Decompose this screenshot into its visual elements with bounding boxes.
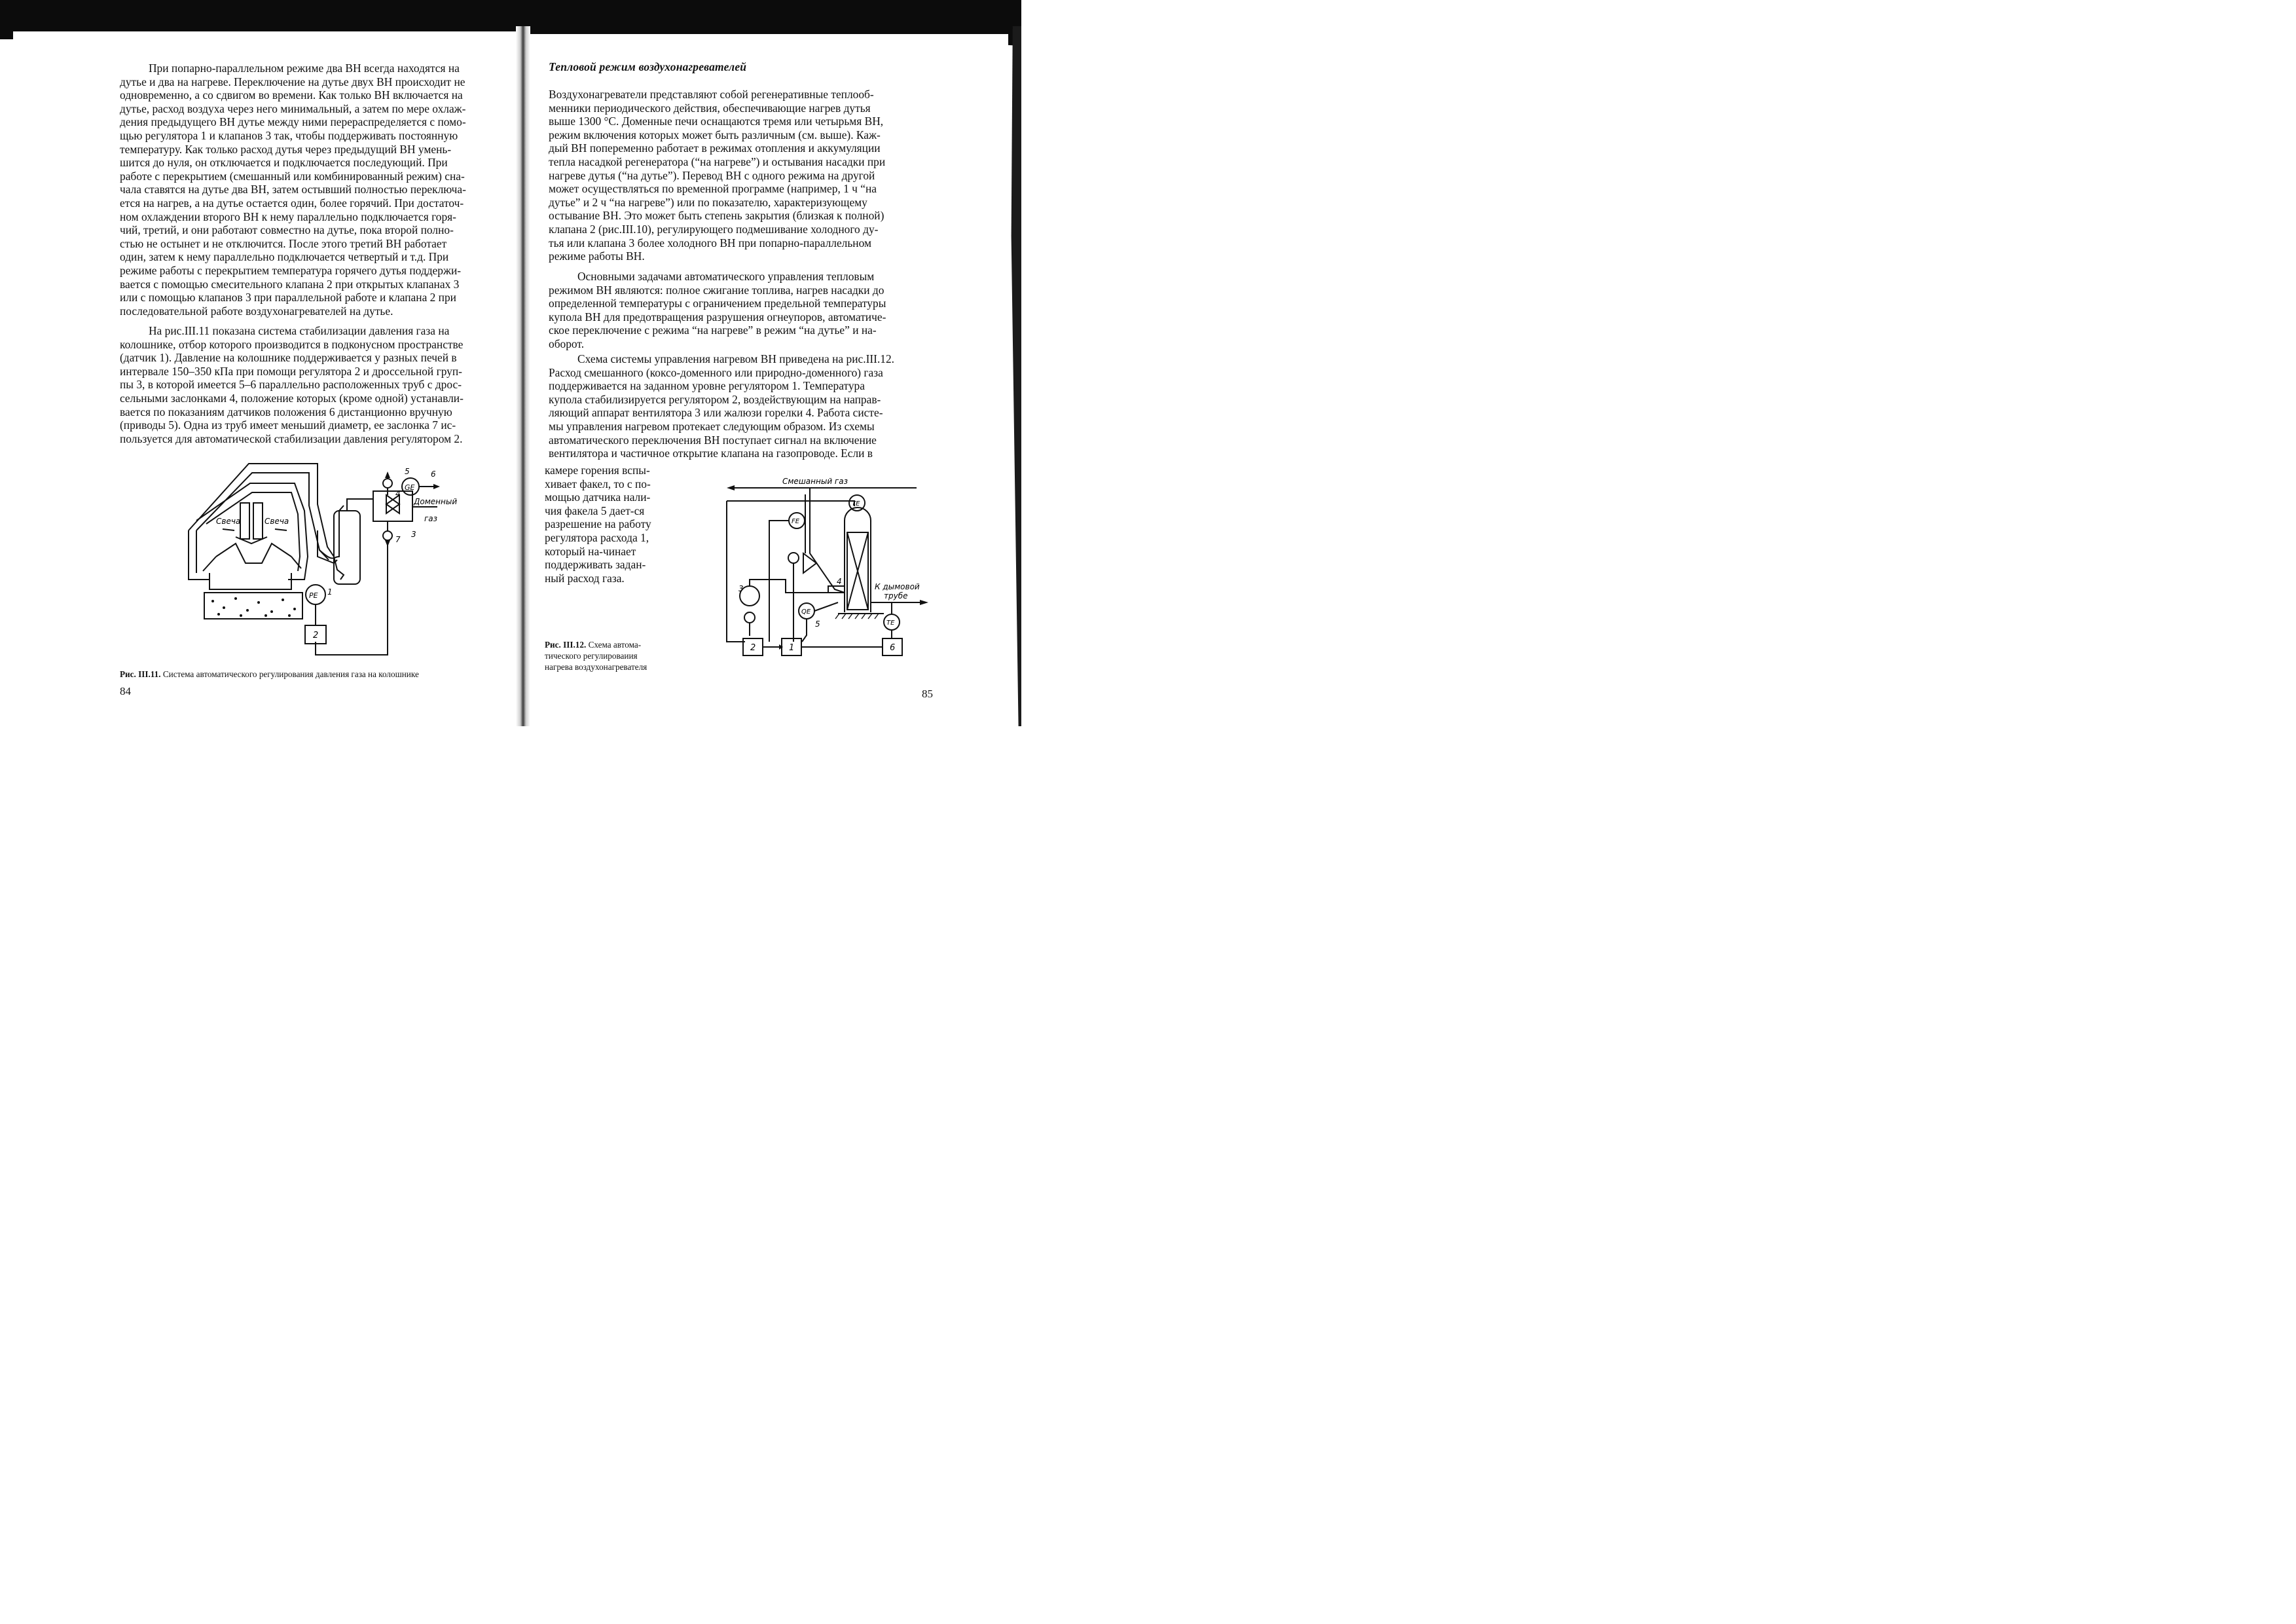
fig12-heater-dome [845,507,871,612]
fig11-label-box-2: 2 [313,631,319,640]
fig11-num-4: 4 [395,489,401,498]
fig11-furnace-top [210,573,291,589]
figure-iii-11-caption-text: Система автоматического регулирования давления газа на колошнике [160,669,419,679]
fig12-num-3: 3 [738,584,744,593]
fig11-valve-actuator-bottom [383,531,392,540]
fig12-label-te-bottom: TE [886,619,895,627]
right-paragraph-2: Основными задачами автоматического управления тепловым режимом ВН являются: полное сжигание топлива, нагрев насадки до определенной температуры с ограничением предельной температуры купола ВН для предотвращения разрушения огнеупоров, автоматиче- ское переключение с режима “на нагреве” в режим “на дутье” и на- оборот. [549,270,886,350]
fig11-label-blast-gas: Доменный [414,497,458,506]
fig11-num-1: 1 [327,587,333,597]
fig11-label-blast-gas-2: газ [424,514,438,523]
right-paragraph-3: Схема системы управления нагревом ВН приведена на рис.III.12. Расход смешанного (коксо-доменного или природно-доменного) газа поддерживается на заданном уровне регулятором 1. Температура купола стабилизируется регулятором 2, воздействующим на направ- ляющий аппарат вентилятора 3 или жалюзи горелки 4. Работа систе- мы управления нагревом протекает следующим образом. Из схемы автоматического переключения ВН поступает сигнал на включение вентилятора и частичное открытие клапана на газопроводе. Если в [549,352,895,460]
right-page-number: 85 [922,688,933,700]
figure-iii-12-caption-text: Схема автома- тического регулироваиия нагрева воздухонагревателя [545,640,647,672]
fig12-label-to-chimney-2: трубе [884,591,908,600]
scan-right-edge [1007,26,1021,726]
fig12-fan-actuator [744,612,755,623]
fig11-label-candle-left: Свеча [216,517,241,526]
fig12-label-te-top: TE [852,500,860,507]
book-gutter [516,26,530,726]
fig11-separator [334,511,360,584]
fig12-valve-actuator [788,553,799,563]
fig11-label-ge: GE [405,483,415,492]
fig12-label-mixed-gas: Смешанный газ [782,477,848,486]
fig12-label-to-chimney: К дымовой [875,582,920,591]
fig12-num-4: 4 [837,577,842,586]
fig11-hood-inner [196,483,308,580]
fig11-label-pe: PE [309,591,318,600]
left-paragraph-1: При попарно-параллельном режиме два ВН всегда находятся на дутье и два на нагреве. Переключение на дутье двух ВН происходит не одновременно, а со сдвигом во времени. Как только ВН включается на дутье, расход воздуха через него минимальный, а затем по мере охлаж- дения предыдущего ВН дутье между ними перераспределяется с помо- щью регулятора 1 и клапанов 3 так, чтобы поддерживать постоянную температуру. Как только расход дутья через предыдущий ВН умень- шится до нуля, он отключается и подключается последующий. При работе с перекрытием (смешанный или комбинированный режим) сна- чала ставятся на дутье два ВН, затем остывший полностью переключа- ется на нагрев, а на дутье остается один, более горячий. При достаточ- ном охлаждении второго ВН к нему параллельно подключается горя- чий, третий, и они работают совместно на дутье, пока второй полно- стью не остынет и не отключится. После этого третий ВН работает один, затем к нему параллельно подключается четвертый и т.д. При режиме работы с перекрытием температура горячего дутья поддержи- вается с помощью смесительного клапана 2 при открытых клапанах 3 или с помощью клапанов 3 при параллельной работе и клапана 2 при последовательной работе воздухонагревателей на дутье. [120,62,466,318]
fig11-label-candle-right: Свеча [264,517,289,526]
fig11-valve-block [373,491,412,521]
left-paragraph-2: На рис.III.11 показана система стабилизации давления газа на колошнике, отбор которого производится в подконусном пространстве (датчик 1). Давление на колошнике поддерживается у разных печей в интервале 150–350 кПа при помощи регулятора 2 и дроссельной груп- пы 3, в которой имеется 5–6 параллельно расположенных труб с дрос- сельными заслонками 4, положение которых (кроме одной) устанавли- вается по показаниям датчиков положения 6 дистанционно вручную (приводы 5). Одна из труб имеет меньший диаметр, ее заслонка 7 ис- пользуется для автоматической стабилизации давления регулятором 2. [120,324,464,445]
figure-iii-12 [720,475,930,665]
fig11-num-6: 6 [431,470,436,479]
fig12-label-fe: FE [792,518,800,525]
fig12-label-box-1: 1 [789,643,795,653]
fig11-num-7: 7 [395,535,401,544]
figure-iii-12-caption-label: Рис. III.12. [545,640,587,650]
figure-iii-11-caption [120,669,511,680]
fig11-candle-left-pipe [240,503,249,539]
figure-iii-12-caption [545,639,676,673]
fig12-num-5: 5 [815,619,820,629]
left-page-number: 84 [120,685,131,697]
fig11-candle-right-pipe [253,503,263,539]
figure-iii-11-caption-label: Рис. III.11. [120,669,161,679]
fig12-label-box-6: 6 [890,643,896,653]
fig11-num-3: 3 [411,530,416,539]
fig11-pipe-left-outer [189,530,210,580]
figure-iii-11 [177,458,484,668]
fig11-valve-actuator-top [383,479,392,488]
fig12-label-qe: QE [801,608,811,616]
right-paragraph-1: Воздухонагреватели представляют собой регенеративные теплооб- менники периодического действия, обеспечивающие нагрев дутья выше 1300 °С. Доменные печи оснащаются тремя или четырьмя ВН, режим включения которых может быть различным (см. выше). Каж- дый ВН попеременно работает в режимах отопления и аккумуляции тепла насадкой регенератора (“на нагреве”) и остывания насадки при нагреве дутья (“на дутье”). Перевод ВН с одного режима на другой может осуществляться по временной программе (например, 1 ч “на дутье” и 2 ч “на нагреве”) или по показателю, характеризующему остывание ВН. Это может быть степень закрытия (близкая к полной) клапана 2 (рис.III.10), регулирующего подмешивание холодного ду- тья или клапана 3 более холодного ВН при попарно-параллельном режиме работы ВН. [549,88,886,263]
section-heading: Тепловой режим воздухонагревателей [549,60,747,73]
right-paragraph-4: камере горения вспы- хивает факел, то с по- мощью датчика нали- чия факела 5 дает-ся разрешение на работу регулятора расхода 1, который на-чинает поддерживать задан- ный расход газа. [545,464,651,585]
fig12-label-box-2: 2 [750,643,756,653]
fig11-num-5: 5 [405,467,410,476]
